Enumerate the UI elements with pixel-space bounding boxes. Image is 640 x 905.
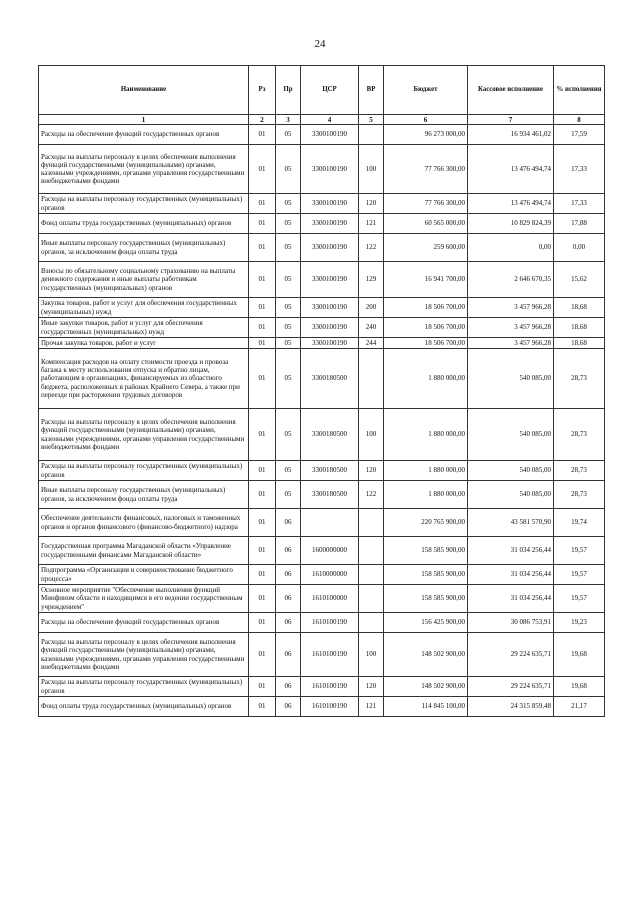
cell-pr: 05 xyxy=(276,298,301,318)
cell-percent: 19,57 xyxy=(554,537,605,565)
header-name: Наименование xyxy=(39,66,249,115)
table-row xyxy=(39,262,605,298)
header-rz: Рз xyxy=(249,66,276,115)
cell-execution: 16 934 461,02 xyxy=(468,125,554,145)
cell-pr: 05 xyxy=(276,194,301,214)
cell-csr: 3300100190 xyxy=(301,262,359,298)
cell-execution: 3 457 966,28 xyxy=(468,298,554,318)
cell-vr: 100 xyxy=(359,145,384,194)
table-row xyxy=(39,461,605,481)
column-number: 3 xyxy=(276,115,301,125)
cell-rz: 01 xyxy=(249,234,276,262)
cell-budget: 77 766 300,00 xyxy=(384,194,468,214)
table-column-numbers-row xyxy=(39,115,605,125)
cell-percent: 28,73 xyxy=(554,481,605,509)
cell-vr xyxy=(359,613,384,633)
cell-rz: 01 xyxy=(249,633,276,677)
column-number: 2 xyxy=(249,115,276,125)
cell-vr: 121 xyxy=(359,214,384,234)
column-number: 7 xyxy=(468,115,554,125)
cell-pr: 06 xyxy=(276,565,301,585)
cell-rz: 01 xyxy=(249,145,276,194)
cell-pr: 05 xyxy=(276,409,301,461)
cell-budget: 114 845 100,00 xyxy=(384,697,468,717)
cell-rz: 01 xyxy=(249,338,276,349)
cell-csr: 3300100190 xyxy=(301,338,359,349)
page-number: 24 xyxy=(314,38,326,50)
cell-percent: 28,73 xyxy=(554,349,605,409)
cell-execution: 13 476 494,74 xyxy=(468,145,554,194)
cell-pr: 05 xyxy=(276,461,301,481)
cell-budget: 158 585 900,00 xyxy=(384,565,468,585)
cell-pr: 05 xyxy=(276,262,301,298)
cell-percent: 19,23 xyxy=(554,613,605,633)
cell-execution: 540 085,00 xyxy=(468,409,554,461)
cell-execution: 3 457 966,28 xyxy=(468,318,554,338)
cell-vr: 100 xyxy=(359,409,384,461)
table-row xyxy=(39,697,605,717)
cell-percent: 19,68 xyxy=(554,677,605,697)
table-row xyxy=(39,214,605,234)
cell-percent: 18,68 xyxy=(554,318,605,338)
cell-name: Иные выплаты персоналу государственных (муниципальных) органов, за исключением фонда оплаты труда xyxy=(39,234,249,262)
cell-execution: 540 085,00 xyxy=(468,349,554,409)
cell-execution: 29 224 635,71 xyxy=(468,633,554,677)
cell-budget: 77 766 300,00 xyxy=(384,145,468,194)
cell-budget: 18 506 700,00 xyxy=(384,338,468,349)
cell-rz: 01 xyxy=(249,214,276,234)
cell-rz: 01 xyxy=(249,262,276,298)
cell-percent: 28,73 xyxy=(554,461,605,481)
table-row xyxy=(39,338,605,349)
cell-pr: 05 xyxy=(276,214,301,234)
cell-csr: 3300100190 xyxy=(301,298,359,318)
table-row xyxy=(39,565,605,585)
cell-csr: 1610100190 xyxy=(301,677,359,697)
table-header-row xyxy=(39,66,605,115)
cell-percent: 17,88 xyxy=(554,214,605,234)
cell-budget: 1 880 000,00 xyxy=(384,461,468,481)
cell-rz: 01 xyxy=(249,613,276,633)
cell-budget: 18 506 700,00 xyxy=(384,298,468,318)
cell-percent: 15,62 xyxy=(554,262,605,298)
cell-csr: 1600000000 xyxy=(301,537,359,565)
cell-percent: 19,57 xyxy=(554,565,605,585)
cell-vr xyxy=(359,125,384,145)
header-budget: Бюджет xyxy=(384,66,468,115)
cell-execution: 29 224 635,71 xyxy=(468,677,554,697)
header-execution: Кассовое исполнение xyxy=(468,66,554,115)
cell-percent: 0,00 xyxy=(554,234,605,262)
cell-name: Иные закупки товаров, работ и услуг для обеспечения государственных (муниципальных) нужд xyxy=(39,318,249,338)
cell-csr: 3300180500 xyxy=(301,349,359,409)
table-row xyxy=(39,633,605,677)
header-pr: Пр xyxy=(276,66,301,115)
cell-vr: 121 xyxy=(359,697,384,717)
cell-pr: 05 xyxy=(276,481,301,509)
cell-percent: 21,17 xyxy=(554,697,605,717)
cell-execution: 3 457 966,28 xyxy=(468,338,554,349)
cell-rz: 01 xyxy=(249,125,276,145)
header-percent: % исполнения xyxy=(554,66,605,115)
cell-name: Расходы на обеспечение функций государственных органов xyxy=(39,125,249,145)
cell-execution: 540 085,00 xyxy=(468,461,554,481)
cell-name: Расходы на обеспечение функций государственных органов xyxy=(39,613,249,633)
cell-percent: 17,33 xyxy=(554,194,605,214)
cell-rz: 01 xyxy=(249,537,276,565)
cell-name: Расходы на выплаты персоналу в целях обеспечения выполнения функций государственными (муниципальными) органами, казенными учреждениями, органами управления государственными внебюджетными фондами xyxy=(39,409,249,461)
cell-vr: 120 xyxy=(359,677,384,697)
cell-percent: 17,59 xyxy=(554,125,605,145)
cell-name: Фонд оплаты труда государственных (муниципальных) органов xyxy=(39,697,249,717)
table-row xyxy=(39,145,605,194)
cell-execution: 43 581 570,90 xyxy=(468,509,554,537)
cell-percent: 17,33 xyxy=(554,145,605,194)
cell-rz: 01 xyxy=(249,585,276,613)
cell-name: Прочая закупка товаров, работ и услуг xyxy=(39,338,249,349)
cell-pr: 06 xyxy=(276,613,301,633)
column-number: 5 xyxy=(359,115,384,125)
cell-vr: 122 xyxy=(359,481,384,509)
column-number: 4 xyxy=(301,115,359,125)
cell-pr: 06 xyxy=(276,633,301,677)
cell-csr: 3300180500 xyxy=(301,481,359,509)
cell-execution: 10 829 824,39 xyxy=(468,214,554,234)
cell-budget: 1 880 000,00 xyxy=(384,349,468,409)
table-row xyxy=(39,125,605,145)
cell-vr: 240 xyxy=(359,318,384,338)
cell-budget: 158 585 900,00 xyxy=(384,585,468,613)
cell-execution: 540 085,00 xyxy=(468,481,554,509)
cell-csr: 3300100190 xyxy=(301,125,359,145)
cell-name: Государственная программа Магаданской области «Управление государственными финансами Магаданской области» xyxy=(39,537,249,565)
cell-vr xyxy=(359,349,384,409)
header-csr: ЦСР xyxy=(301,66,359,115)
cell-pr: 05 xyxy=(276,145,301,194)
cell-csr: 3300100190 xyxy=(301,234,359,262)
column-number: 1 xyxy=(39,115,249,125)
cell-percent: 19,57 xyxy=(554,585,605,613)
cell-budget: 1 880 000,00 xyxy=(384,409,468,461)
cell-pr: 06 xyxy=(276,677,301,697)
cell-budget: 220 765 900,00 xyxy=(384,509,468,537)
cell-pr: 06 xyxy=(276,509,301,537)
cell-csr: 3300100190 xyxy=(301,194,359,214)
cell-name: Иные выплаты персоналу государственных (муниципальных) органов, за исключением фонда оплаты труда xyxy=(39,481,249,509)
cell-pr: 05 xyxy=(276,125,301,145)
cell-budget: 148 502 900,00 xyxy=(384,633,468,677)
cell-rz: 01 xyxy=(249,194,276,214)
cell-vr: 100 xyxy=(359,633,384,677)
cell-name: Взносы по обязательному социальному страхованию на выплаты денежного содержания и иные выплаты работникам государственных (муниципальных) органов xyxy=(39,262,249,298)
cell-rz: 01 xyxy=(249,565,276,585)
cell-percent: 19,74 xyxy=(554,509,605,537)
cell-name: Расходы на выплаты персоналу в целях обеспечения выполнения функций государственными (муниципальными) органами, казенными учреждениями, органами управления государственными внебюджетными фондами xyxy=(39,145,249,194)
cell-vr xyxy=(359,509,384,537)
cell-csr xyxy=(301,509,359,537)
cell-name: Обеспечение деятельности финансовых, налоговых и таможенных органов и органов финансового (финансово-бюджетного) надзора xyxy=(39,509,249,537)
cell-pr: 05 xyxy=(276,234,301,262)
cell-budget: 1 880 000,00 xyxy=(384,481,468,509)
cell-rz: 01 xyxy=(249,298,276,318)
cell-rz: 01 xyxy=(249,697,276,717)
cell-execution: 2 646 670,35 xyxy=(468,262,554,298)
cell-pr: 06 xyxy=(276,697,301,717)
cell-execution: 30 086 753,91 xyxy=(468,613,554,633)
cell-vr: 200 xyxy=(359,298,384,318)
cell-vr: 122 xyxy=(359,234,384,262)
cell-csr: 3300180500 xyxy=(301,409,359,461)
cell-rz: 01 xyxy=(249,318,276,338)
cell-percent: 18,68 xyxy=(554,298,605,318)
cell-csr: 1610100000 xyxy=(301,585,359,613)
cell-execution: 13 476 494,74 xyxy=(468,194,554,214)
cell-pr: 05 xyxy=(276,338,301,349)
cell-name: Расходы на выплаты персоналу государственных (муниципальных) органов xyxy=(39,677,249,697)
cell-vr xyxy=(359,585,384,613)
cell-rz: 01 xyxy=(249,461,276,481)
cell-percent: 18,68 xyxy=(554,338,605,349)
cell-name: Основное мероприятие "Обеспечение выполнения функций Минфином области и находящимся в его ведении государственным учреждением" xyxy=(39,585,249,613)
cell-vr: 129 xyxy=(359,262,384,298)
cell-csr: 3300180500 xyxy=(301,461,359,481)
cell-csr: 1610000000 xyxy=(301,565,359,585)
cell-csr: 1610100190 xyxy=(301,633,359,677)
cell-csr: 3300100190 xyxy=(301,214,359,234)
table-body xyxy=(39,125,605,717)
table-row xyxy=(39,481,605,509)
cell-pr: 05 xyxy=(276,349,301,409)
budget-table xyxy=(38,65,605,717)
cell-budget: 60 565 000,00 xyxy=(384,214,468,234)
cell-csr: 1610100190 xyxy=(301,613,359,633)
cell-rz: 01 xyxy=(249,349,276,409)
table-row xyxy=(39,318,605,338)
cell-budget: 148 502 900,00 xyxy=(384,677,468,697)
table-row xyxy=(39,349,605,409)
cell-execution: 31 034 256,44 xyxy=(468,565,554,585)
table-row xyxy=(39,298,605,318)
cell-rz: 01 xyxy=(249,409,276,461)
table-row xyxy=(39,194,605,214)
cell-name: Расходы на выплаты персоналу в целях обеспечения выполнения функций государственными (муниципальными) органами, казенными учреждениями, органами управления государственными внебюджетными фондами xyxy=(39,633,249,677)
cell-execution: 24 315 859,48 xyxy=(468,697,554,717)
cell-csr: 3300100190 xyxy=(301,145,359,194)
cell-budget: 158 585 900,00 xyxy=(384,537,468,565)
cell-percent: 28,73 xyxy=(554,409,605,461)
cell-pr: 06 xyxy=(276,537,301,565)
cell-budget: 96 273 000,00 xyxy=(384,125,468,145)
cell-budget: 259 600,00 xyxy=(384,234,468,262)
table-row xyxy=(39,585,605,613)
cell-csr: 3300100190 xyxy=(301,318,359,338)
cell-rz: 01 xyxy=(249,481,276,509)
cell-pr: 05 xyxy=(276,318,301,338)
cell-name: Компенсация расходов на оплату стоимости проезда и провоза багажа к месту использования отпуска и обратно лицам, работающим в организациях, финансируемых из областного бюджета, расположенных в районах Крайнего Севера, а также при переезде при расторжении трудовых договоров xyxy=(39,349,249,409)
cell-percent: 19,68 xyxy=(554,633,605,677)
cell-execution: 31 034 256,44 xyxy=(468,585,554,613)
cell-name: Расходы на выплаты персоналу государственных (муниципальных) органов xyxy=(39,194,249,214)
table-row xyxy=(39,677,605,697)
cell-vr xyxy=(359,537,384,565)
cell-execution: 0,00 xyxy=(468,234,554,262)
table-row xyxy=(39,509,605,537)
column-number: 6 xyxy=(384,115,468,125)
table-row xyxy=(39,409,605,461)
cell-name: Подпрограмма «Организация и совершенствование бюджетного процесса» xyxy=(39,565,249,585)
cell-name: Фонд оплаты труда государственных (муниципальных) органов xyxy=(39,214,249,234)
table-row xyxy=(39,613,605,633)
cell-name: Расходы на выплаты персоналу государственных (муниципальных) органов xyxy=(39,461,249,481)
table-row xyxy=(39,234,605,262)
cell-rz: 01 xyxy=(249,677,276,697)
cell-budget: 16 941 700,00 xyxy=(384,262,468,298)
cell-name: Закупка товаров, работ и услуг для обеспечения государственных (муниципальных) нужд xyxy=(39,298,249,318)
cell-budget: 156 425 900,00 xyxy=(384,613,468,633)
cell-vr: 120 xyxy=(359,461,384,481)
cell-vr xyxy=(359,565,384,585)
column-number: 8 xyxy=(554,115,605,125)
header-vr: ВР xyxy=(359,66,384,115)
cell-csr: 1610100190 xyxy=(301,697,359,717)
cell-pr: 06 xyxy=(276,585,301,613)
cell-rz: 01 xyxy=(249,509,276,537)
cell-execution: 31 034 256,44 xyxy=(468,537,554,565)
table-row xyxy=(39,537,605,565)
cell-budget: 18 506 700,00 xyxy=(384,318,468,338)
cell-vr: 244 xyxy=(359,338,384,349)
cell-vr: 120 xyxy=(359,194,384,214)
